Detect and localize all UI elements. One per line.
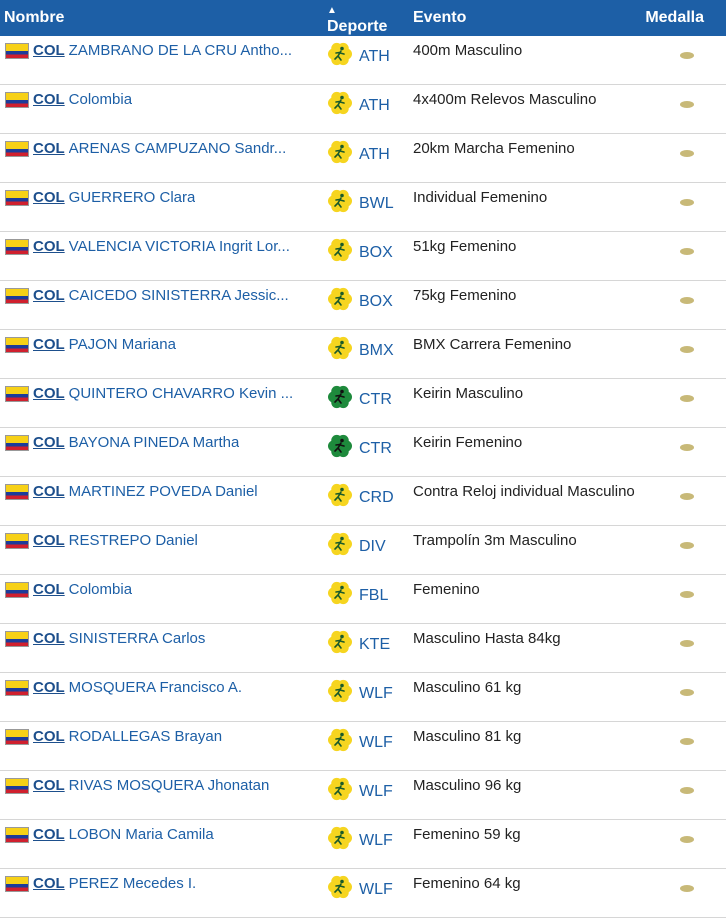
sport-code-link[interactable]: ATH bbox=[359, 48, 390, 65]
noc-link[interactable]: COL bbox=[33, 434, 65, 451]
athlete-link[interactable]: RIVAS MOSQUERA Jhonatan bbox=[68, 777, 270, 794]
sport-cell bbox=[323, 36, 409, 85]
bronze-medal-icon bbox=[680, 738, 694, 745]
medal-cell bbox=[641, 85, 726, 134]
medal-cell bbox=[641, 820, 726, 869]
athlete-link[interactable]: VALENCIA VICTORIA Ingrit Lor... bbox=[68, 238, 290, 255]
event-cell bbox=[409, 575, 641, 624]
event-label: Keirin Masculino bbox=[413, 385, 524, 402]
colombia-flag-icon bbox=[5, 484, 29, 500]
medal-cell bbox=[641, 624, 726, 673]
bronze-medal-icon bbox=[680, 836, 694, 843]
event-label: Masculino Hasta 84kg bbox=[413, 630, 561, 647]
sport-cell bbox=[323, 379, 409, 428]
bronze-medal-icon bbox=[680, 689, 694, 696]
event-cell bbox=[409, 232, 641, 281]
sport-code-link[interactable]: BWL bbox=[359, 195, 394, 212]
table-row bbox=[0, 771, 726, 820]
sport-cell bbox=[323, 281, 409, 330]
athlete-link[interactable]: BAYONA PINEDA Martha bbox=[68, 434, 240, 451]
cycling-road-icon bbox=[327, 482, 353, 508]
noc-link[interactable]: COL bbox=[33, 336, 65, 353]
athlete-link[interactable]: MARTINEZ POVEDA Daniel bbox=[68, 483, 258, 500]
sport-code-link[interactable]: ATH bbox=[359, 97, 390, 114]
athletics-icon bbox=[327, 139, 353, 165]
event-cell bbox=[409, 771, 641, 820]
table-row bbox=[0, 183, 726, 232]
event-cell bbox=[409, 869, 641, 918]
bronze-medal-icon bbox=[680, 787, 694, 794]
sport-code-link[interactable]: CTR bbox=[359, 440, 392, 457]
sport-code-link[interactable]: WLF bbox=[359, 685, 393, 702]
bronze-medal-icon bbox=[680, 640, 694, 647]
sport-code-link[interactable]: KTE bbox=[359, 636, 391, 653]
athlete-link[interactable]: RESTREPO Daniel bbox=[68, 532, 198, 549]
sport-cell bbox=[323, 330, 409, 379]
colombia-flag-icon bbox=[5, 533, 29, 549]
sport-cell bbox=[323, 183, 409, 232]
weightlifting-icon bbox=[327, 825, 353, 851]
bronze-medal-icon bbox=[680, 101, 694, 108]
athlete-link[interactable]: CAICEDO SINISTERRA Jessic... bbox=[68, 287, 289, 304]
noc-link[interactable]: COL bbox=[33, 238, 65, 255]
noc-link[interactable]: COL bbox=[33, 581, 65, 598]
medal-cell bbox=[641, 477, 726, 526]
table-row bbox=[0, 85, 726, 134]
colombia-flag-icon bbox=[5, 288, 29, 304]
athlete-cell bbox=[0, 134, 323, 183]
bronze-medal-icon bbox=[680, 542, 694, 549]
event-label: 400m Masculino bbox=[413, 42, 523, 59]
colombia-flag-icon bbox=[5, 386, 29, 402]
weightlifting-icon bbox=[327, 776, 353, 802]
medal-cell bbox=[641, 575, 726, 624]
athlete-link[interactable]: PAJON Mariana bbox=[68, 336, 176, 353]
noc-link[interactable]: COL bbox=[33, 826, 65, 843]
event-label: Individual Femenino bbox=[413, 189, 548, 206]
table-row bbox=[0, 869, 726, 918]
noc-link[interactable]: COL bbox=[33, 287, 65, 304]
sport-code-link[interactable]: BMX bbox=[359, 342, 394, 359]
sport-code-link[interactable]: BOX bbox=[359, 293, 393, 310]
sport-code-link[interactable]: CTR bbox=[359, 391, 392, 408]
sport-cell bbox=[323, 134, 409, 183]
athlete-cell bbox=[0, 281, 323, 330]
colombia-flag-icon bbox=[5, 827, 29, 843]
table-row bbox=[0, 673, 726, 722]
bronze-medal-icon bbox=[680, 493, 694, 500]
colombia-flag-icon bbox=[5, 631, 29, 647]
event-label: Keirin Femenino bbox=[413, 434, 523, 451]
athlete-cell bbox=[0, 869, 323, 918]
medal-cell bbox=[641, 771, 726, 820]
sport-cell bbox=[323, 575, 409, 624]
colombia-flag-icon bbox=[5, 239, 29, 255]
sport-cell bbox=[323, 85, 409, 134]
event-label: Trampolín 3m Masculino bbox=[413, 532, 577, 549]
sport-cell bbox=[323, 869, 409, 918]
event-cell bbox=[409, 624, 641, 673]
bmx-icon bbox=[327, 335, 353, 361]
event-label: 4x400m Relevos Masculino bbox=[413, 91, 597, 108]
athlete-link[interactable]: Colombia bbox=[68, 91, 133, 108]
event-cell bbox=[409, 526, 641, 575]
athlete-cell bbox=[0, 85, 323, 134]
athletics-icon bbox=[327, 41, 353, 67]
bronze-medal-icon bbox=[680, 885, 694, 892]
medal-cell bbox=[641, 526, 726, 575]
sport-cell bbox=[323, 722, 409, 771]
athlete-cell bbox=[0, 722, 323, 771]
sport-code-link[interactable]: WLF bbox=[359, 734, 393, 751]
athlete-link[interactable]: PEREZ Mecedes I. bbox=[68, 875, 197, 892]
noc-link[interactable]: COL bbox=[33, 189, 65, 206]
medal-cell bbox=[641, 134, 726, 183]
noc-link[interactable]: COL bbox=[33, 532, 65, 549]
event-cell bbox=[409, 477, 641, 526]
athlete-cell bbox=[0, 183, 323, 232]
bronze-medal-icon bbox=[680, 52, 694, 59]
colombia-flag-icon bbox=[5, 435, 29, 451]
noc-link[interactable]: COL bbox=[33, 875, 65, 892]
noc-link[interactable]: COL bbox=[33, 42, 65, 59]
event-label: Femenino 59 kg bbox=[413, 826, 521, 843]
sport-cell bbox=[323, 526, 409, 575]
bronze-medal-icon bbox=[680, 150, 694, 157]
athlete-cell bbox=[0, 771, 323, 820]
weightlifting-icon bbox=[327, 678, 353, 704]
table-header-row bbox=[0, 0, 726, 36]
column-header-medal[interactable]: Medalla bbox=[641, 0, 726, 36]
weightlifting-icon bbox=[327, 874, 353, 900]
event-cell bbox=[409, 428, 641, 477]
sport-code-link[interactable]: ATH bbox=[359, 146, 390, 163]
athlete-cell bbox=[0, 526, 323, 575]
athlete-cell bbox=[0, 624, 323, 673]
table-row bbox=[0, 624, 726, 673]
table-row bbox=[0, 477, 726, 526]
sport-cell bbox=[323, 232, 409, 281]
table-row bbox=[0, 820, 726, 869]
medal-cell bbox=[641, 673, 726, 722]
event-label: 51kg Femenino bbox=[413, 238, 517, 255]
athlete-link[interactable]: RODALLEGAS Brayan bbox=[68, 728, 223, 745]
event-cell bbox=[409, 722, 641, 771]
karate-icon bbox=[327, 629, 353, 655]
sport-cell bbox=[323, 477, 409, 526]
table-row bbox=[0, 379, 726, 428]
table-row bbox=[0, 330, 726, 379]
sport-code-link[interactable]: CRD bbox=[359, 489, 394, 506]
event-cell bbox=[409, 820, 641, 869]
event-label: 20km Marcha Femenino bbox=[413, 140, 575, 157]
sport-code-link[interactable]: DIV bbox=[359, 538, 386, 555]
colombia-flag-icon bbox=[5, 190, 29, 206]
event-label: Femenino bbox=[413, 581, 480, 598]
column-header-name[interactable]: Nombre bbox=[0, 0, 323, 36]
table-row bbox=[0, 281, 726, 330]
noc-link[interactable]: COL bbox=[33, 728, 65, 745]
sort-icon[interactable]: ▲ bbox=[327, 5, 337, 16]
event-cell bbox=[409, 36, 641, 85]
table-body bbox=[0, 36, 726, 918]
table-row bbox=[0, 526, 726, 575]
medal-cell bbox=[641, 722, 726, 771]
athlete-link[interactable]: MOSQUERA Francisco A. bbox=[68, 679, 243, 696]
cycling-track-icon bbox=[327, 433, 353, 459]
athlete-link[interactable]: GUERRERO Clara bbox=[68, 189, 196, 206]
event-cell bbox=[409, 379, 641, 428]
sport-cell bbox=[323, 624, 409, 673]
table-row bbox=[0, 134, 726, 183]
athlete-cell bbox=[0, 820, 323, 869]
noc-link[interactable]: COL bbox=[33, 483, 65, 500]
athlete-cell bbox=[0, 428, 323, 477]
sport-code-link[interactable]: WLF bbox=[359, 832, 393, 849]
football-icon bbox=[327, 580, 353, 606]
athlete-link[interactable]: Colombia bbox=[68, 581, 133, 598]
cycling-track-icon bbox=[327, 384, 353, 410]
medal-cell bbox=[641, 183, 726, 232]
table-row bbox=[0, 575, 726, 624]
athlete-cell bbox=[0, 36, 323, 85]
table-row bbox=[0, 36, 726, 85]
sport-cell bbox=[323, 428, 409, 477]
medal-cell bbox=[641, 379, 726, 428]
colombia-flag-icon bbox=[5, 680, 29, 696]
event-cell bbox=[409, 183, 641, 232]
athlete-link[interactable]: ARENAS CAMPUZANO Sandr... bbox=[68, 140, 287, 157]
bronze-medal-icon bbox=[680, 395, 694, 402]
athlete-link[interactable]: LOBON Maria Camila bbox=[68, 826, 214, 843]
noc-link[interactable]: COL bbox=[33, 140, 65, 157]
column-header-event[interactable]: Evento bbox=[409, 0, 641, 36]
medal-cell bbox=[641, 428, 726, 477]
boxing-icon bbox=[327, 286, 353, 312]
athletics-icon bbox=[327, 90, 353, 116]
medal-cell bbox=[641, 281, 726, 330]
athlete-cell bbox=[0, 575, 323, 624]
colombia-flag-icon bbox=[5, 582, 29, 598]
event-cell bbox=[409, 673, 641, 722]
bronze-medal-icon bbox=[680, 248, 694, 255]
event-label: Masculino 81 kg bbox=[413, 728, 522, 745]
noc-link[interactable]: COL bbox=[33, 777, 65, 794]
colombia-flag-icon bbox=[5, 876, 29, 892]
event-label: BMX Carrera Femenino bbox=[413, 336, 572, 353]
bronze-medal-icon bbox=[680, 297, 694, 304]
event-cell bbox=[409, 330, 641, 379]
noc-link[interactable]: COL bbox=[33, 91, 65, 108]
medal-cell bbox=[641, 869, 726, 918]
sport-code-link[interactable]: WLF bbox=[359, 881, 393, 898]
athlete-link[interactable]: SINISTERRA Carlos bbox=[68, 630, 206, 647]
colombia-flag-icon bbox=[5, 43, 29, 59]
noc-link[interactable]: COL bbox=[33, 385, 65, 402]
athlete-cell bbox=[0, 232, 323, 281]
event-cell bbox=[409, 281, 641, 330]
table-row bbox=[0, 722, 726, 771]
event-cell bbox=[409, 85, 641, 134]
event-label: Masculino 96 kg bbox=[413, 777, 522, 794]
bowling-icon bbox=[327, 188, 353, 214]
athlete-cell bbox=[0, 477, 323, 526]
bronze-medal-icon bbox=[680, 199, 694, 206]
event-label: Femenino 64 kg bbox=[413, 875, 521, 892]
event-label: Contra Reloj individual Masculino bbox=[413, 483, 635, 500]
event-label: Masculino 61 kg bbox=[413, 679, 522, 696]
diving-icon bbox=[327, 531, 353, 557]
medal-cell bbox=[641, 36, 726, 85]
weightlifting-icon bbox=[327, 727, 353, 753]
sport-code-link[interactable]: FBL bbox=[359, 587, 389, 604]
medal-cell bbox=[641, 232, 726, 281]
table-row bbox=[0, 232, 726, 281]
athlete-cell bbox=[0, 673, 323, 722]
sport-cell bbox=[323, 820, 409, 869]
bronze-medal-icon bbox=[680, 444, 694, 451]
colombia-flag-icon bbox=[5, 92, 29, 108]
athlete-cell bbox=[0, 379, 323, 428]
athlete-link[interactable]: ZAMBRANO DE LA CRU Antho... bbox=[68, 42, 293, 59]
medal-cell bbox=[641, 330, 726, 379]
bronze-medal-icon bbox=[680, 346, 694, 353]
sport-cell bbox=[323, 771, 409, 820]
colombia-flag-icon bbox=[5, 778, 29, 794]
athlete-link[interactable]: QUINTERO CHAVARRO Kevin ... bbox=[68, 385, 294, 402]
noc-link[interactable]: COL bbox=[33, 679, 65, 696]
table-row bbox=[0, 428, 726, 477]
sport-code-link[interactable]: WLF bbox=[359, 783, 393, 800]
bronze-medal-icon bbox=[680, 591, 694, 598]
event-cell bbox=[409, 134, 641, 183]
sport-code-link[interactable]: BOX bbox=[359, 244, 393, 261]
sport-cell bbox=[323, 673, 409, 722]
boxing-icon bbox=[327, 237, 353, 263]
noc-link[interactable]: COL bbox=[33, 630, 65, 647]
column-header-sport[interactable]: ▲ Deporte bbox=[323, 0, 409, 36]
colombia-flag-icon bbox=[5, 141, 29, 157]
colombia-flag-icon bbox=[5, 337, 29, 353]
athlete-cell bbox=[0, 330, 323, 379]
event-label: 75kg Femenino bbox=[413, 287, 517, 304]
